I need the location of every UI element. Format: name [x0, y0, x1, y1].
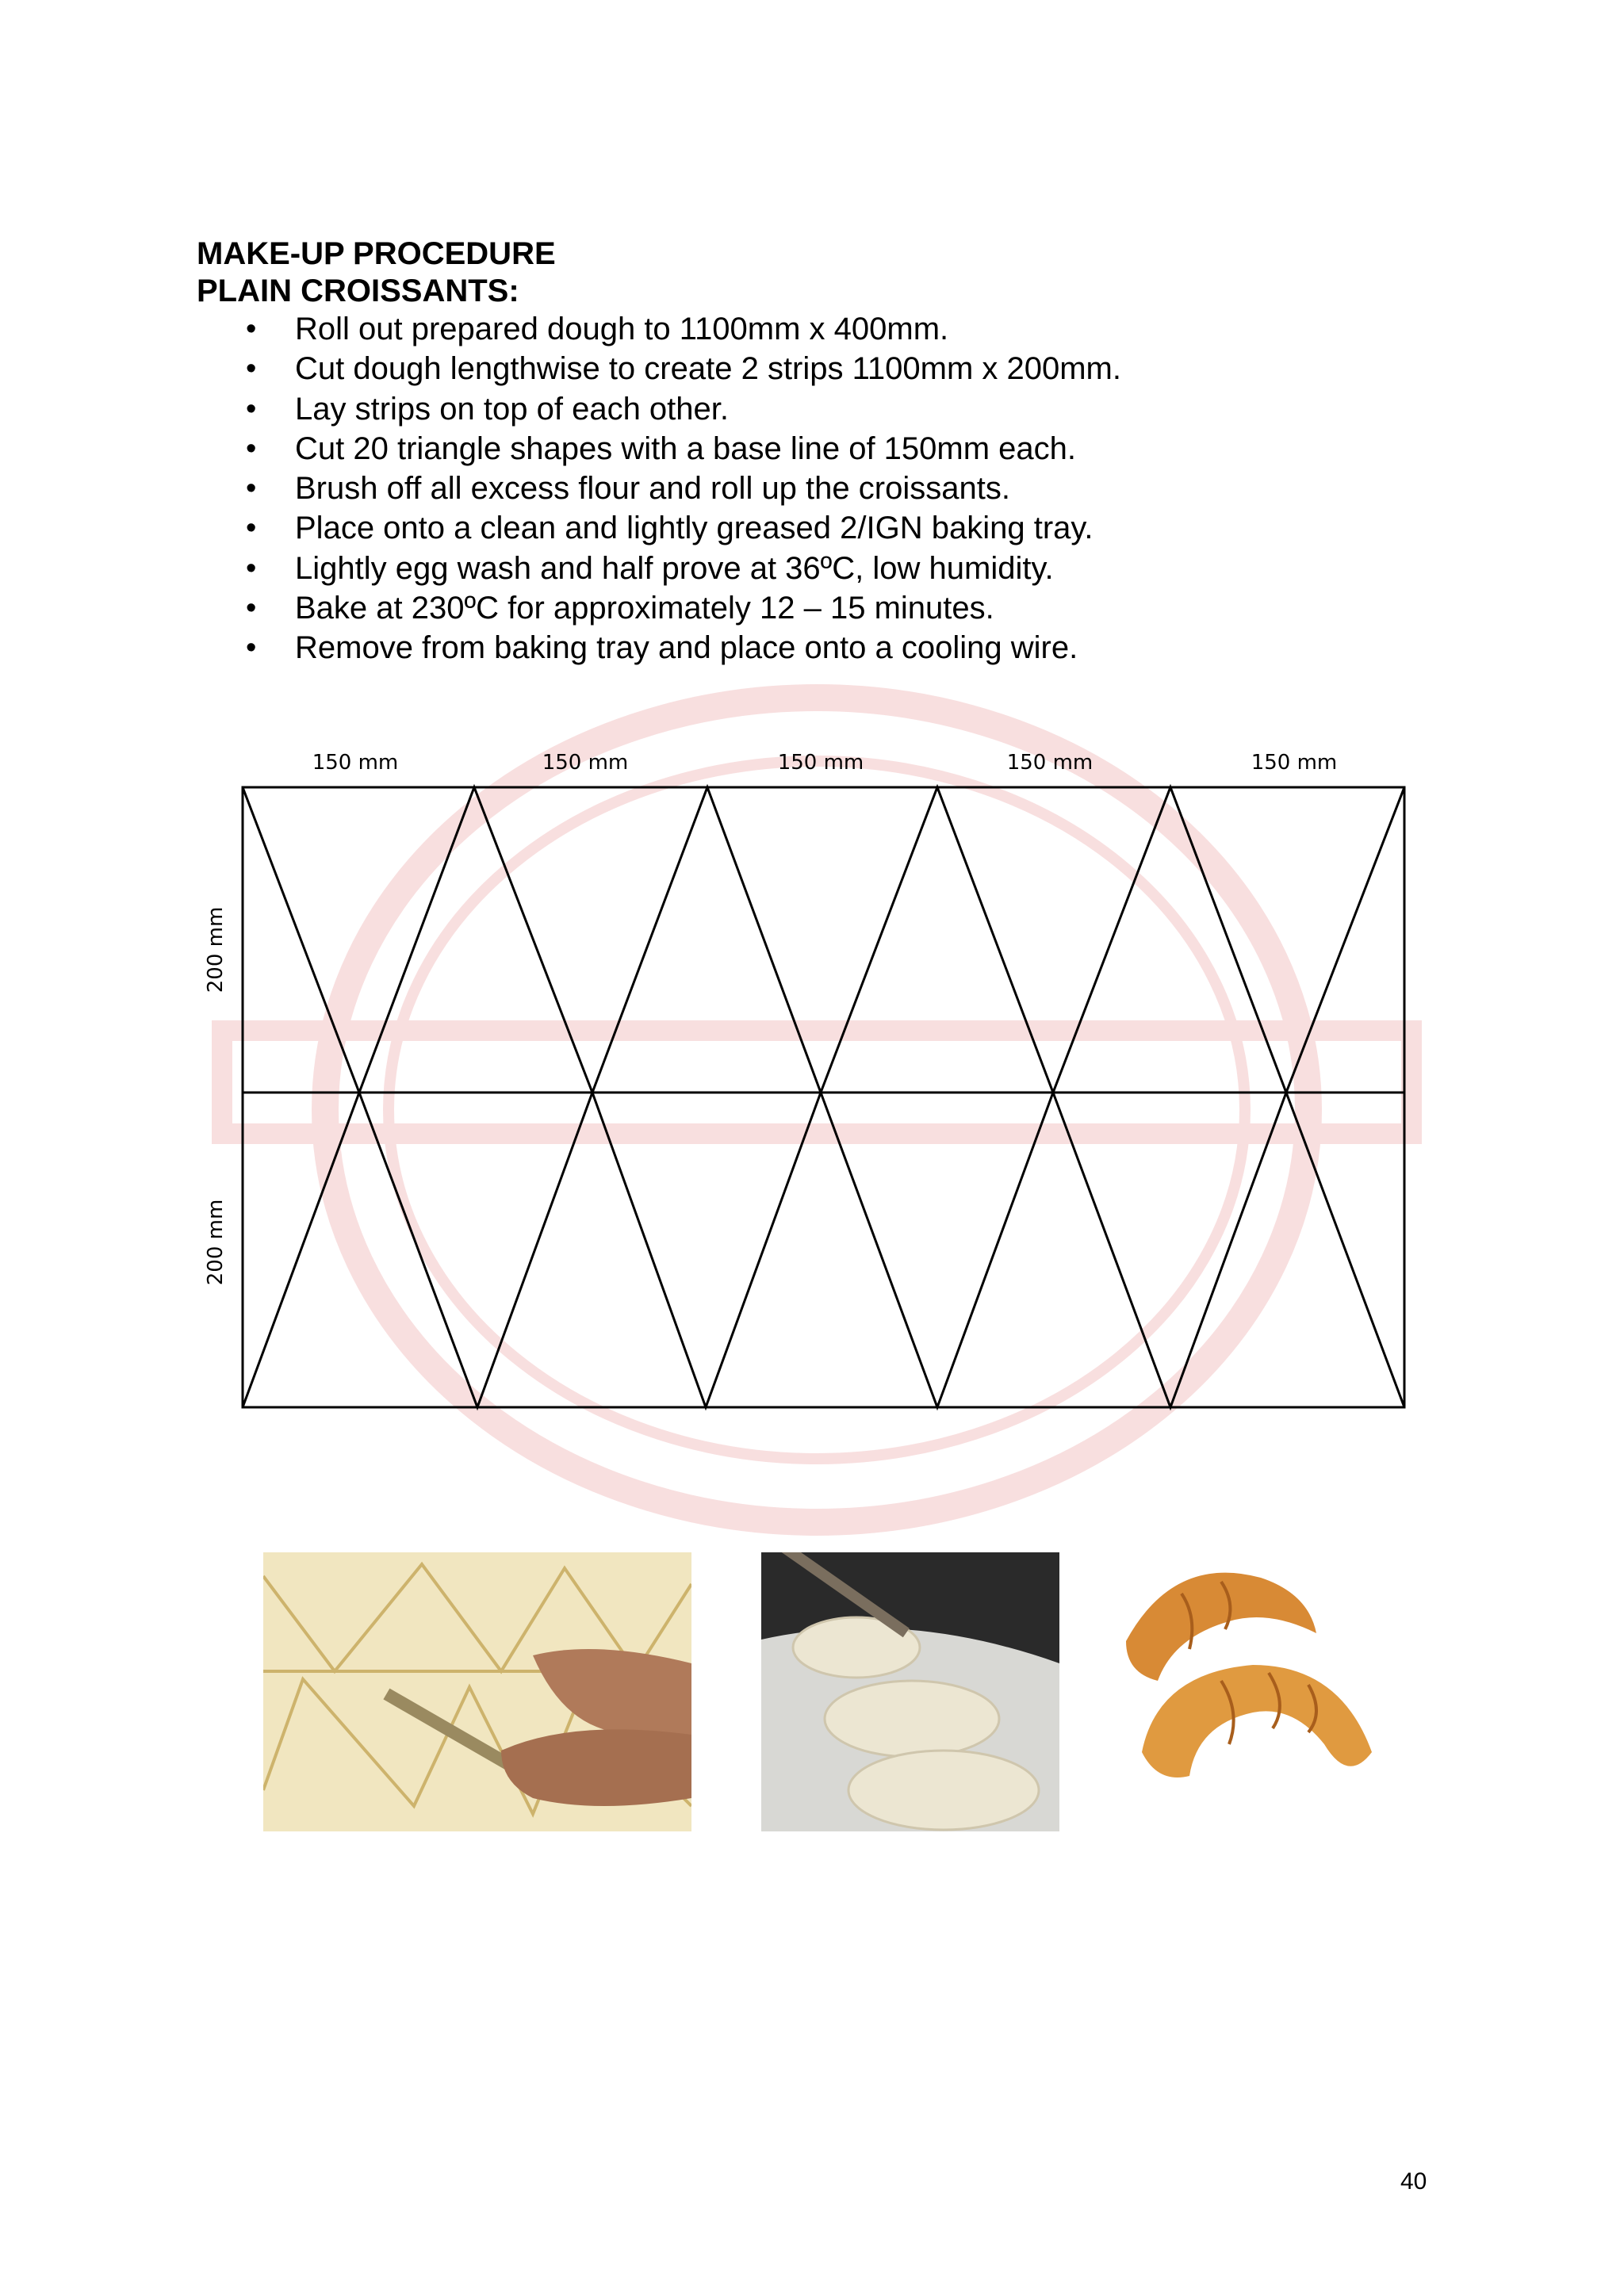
side-dimension-label: 200 mm — [204, 1199, 228, 1286]
section-subheading: PLAIN CROISSANTS: — [197, 274, 519, 308]
cutting-dough-photo — [263, 1552, 691, 1831]
rolled-croissants-photo — [761, 1552, 1059, 1831]
top-dimension-label: 150 mm — [777, 751, 864, 775]
step-item: • Remove from baking tray and place onto a cooling wire. — [246, 628, 1121, 668]
section-heading: MAKE-UP PROCEDURE — [197, 236, 556, 271]
top-strip-cuts — [243, 787, 1404, 1093]
step-item: • Bake at 230ºC for approximately 12 – 15 minutes. — [246, 588, 1121, 628]
page-number: 40 — [1400, 2168, 1427, 2195]
step-item: • Cut 20 triangle shapes with a base line of 150mm each. — [246, 429, 1121, 469]
top-dimension-label: 150 mm — [312, 751, 399, 775]
top-dimension-label: 150 mm — [542, 751, 629, 775]
step-item: • Roll out prepared dough to 1100mm x 400mm. — [246, 309, 1121, 349]
step-item: • Place onto a clean and lightly greased 2/IGN baking tray. — [246, 508, 1121, 548]
top-dimension-label: 150 mm — [1251, 751, 1338, 775]
step-item: • Brush off all excess flour and roll up the croissants. — [246, 469, 1121, 508]
baked-croissants-photo — [1110, 1546, 1384, 1835]
side-dimension-label: 200 mm — [204, 906, 228, 993]
step-item: • Lightly egg wash and half prove at 36ºC, low humidity. — [246, 549, 1121, 588]
cutting-diagram — [190, 737, 1427, 1419]
bottom-strip-cuts — [243, 1093, 1404, 1407]
top-dimension-label: 150 mm — [1006, 751, 1094, 775]
step-item: • Lay strips on top of each other. — [246, 389, 1121, 429]
step-item: • Cut dough lengthwise to create 2 strips 1100mm x 200mm. — [246, 349, 1121, 388]
procedure-steps — [246, 309, 1121, 668]
